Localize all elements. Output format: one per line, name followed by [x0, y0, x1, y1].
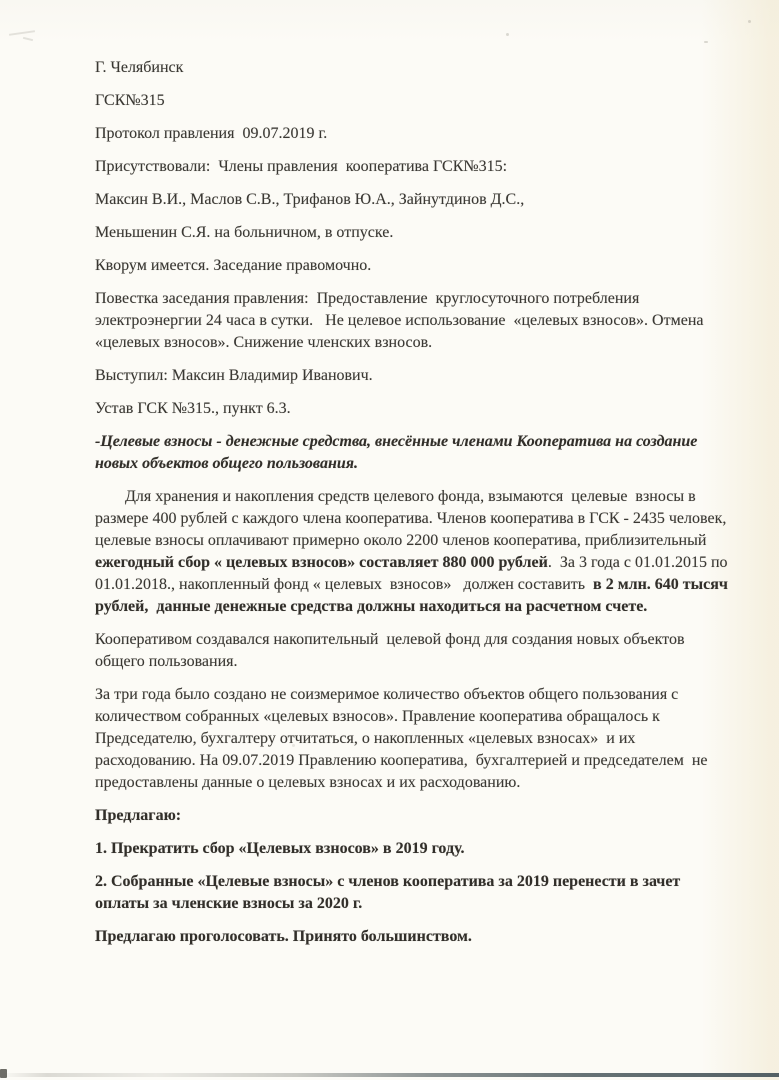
text-run: Предлагаю:: [95, 807, 182, 824]
text-run: Кооперативом создавался накопительный целевой фонд для создания новых объектов общего пользования.: [95, 631, 689, 670]
text-run: Повестка заседания правления: Предоставление круглосуточного потребления электроэнергии 24 часа в сутки. Не целевое использование «целевых взносов». Отмена «целевых взносов». Снижение членских взносов.: [95, 290, 708, 351]
text-run: . За 3 года с 01.01.2015 по 01.01.2018., накопленный фонд « целевых взносов» должен составить: [95, 554, 732, 593]
text-run: ежегодный сбор « целевых взносов» составляет 880 000 рублей: [95, 554, 548, 571]
line-proposal-item-1: [95, 838, 728, 860]
line-protocol-title: [95, 123, 728, 145]
text-run: -Целевые взносы - денежные средства, внесённые членами Кооператива на создание новых объектов общего пользования.: [95, 433, 702, 472]
line-attendees-names: [95, 189, 728, 211]
para-proposal-item-2: [95, 871, 728, 915]
line-cooperative-number: [95, 90, 728, 112]
document-text-block: [95, 57, 735, 959]
line-speaker: [95, 365, 728, 387]
line-city: [95, 57, 728, 79]
text-run: Присутствовали: Члены правления кооператива ГСК№315:: [95, 158, 508, 175]
text-run: Протокол правления 09.07.2019 г.: [95, 125, 328, 142]
text-run: Меньшенин С.Я. на больничном, в отпуске.: [95, 224, 394, 241]
text-run: Для хранения и накопления средств целевого фонда, взымаются целевые взносы в размере 400 рублей с каждого члена кооператива. Членов кооператива в ГСК - 2435 человек, целевые взносы оплачивают примерно около 2200 членов кооператива, приблизительный: [95, 488, 735, 549]
text-run: Максин В.И., Маслов С.В., Трифанов Ю.А., Зайнутдинов Д.С.,: [95, 191, 525, 208]
text-run: 1. Прекратить сбор «Целевых взносов» в 2019 году.: [95, 840, 465, 857]
line-quorum: [95, 255, 728, 277]
scan-noise-speck: [748, 20, 751, 23]
text-run: Кворум имеется. Заседание правомочно.: [95, 257, 372, 274]
line-vote-result: [95, 926, 728, 948]
line-absent-member: [95, 222, 728, 244]
text-run: в 2 млн. 640 тысяч рублей, данные денежные средства должны находиться на расчетном счете.: [95, 576, 732, 615]
text-run: Г. Челябинск: [95, 59, 184, 76]
scan-smudge-mark: [7, 26, 49, 46]
scan-corner-mark: [0, 1069, 7, 1078]
text-run: За три года было создано не соизмеримое количество объектов общего пользования с количеством собранных «целевых взносов». Правление кооператива обращалось к Председателю, бухгалтеру отчитаться, о накопленных «целевых взносах» и их расходованию. На 09.07.2019 Правлению кооператива, бухгалтерией и председателем не предоставлены данные о целевых взносах и их расходованию.: [95, 686, 712, 791]
text-run: Устав ГСК №315., пункт 6.3.: [95, 400, 291, 417]
para-fund-calculation: [95, 486, 735, 618]
scanner-edge-shadow: [0, 1073, 779, 1077]
scan-noise-speck: [704, 41, 708, 43]
text-run: ГСК№315: [95, 92, 165, 109]
para-agenda: [95, 288, 728, 354]
line-attendees-heading: [95, 156, 728, 178]
line-charter-reference: [95, 398, 728, 420]
text-run: 2. Собранные «Целевые взносы» с членов кооператива за 2019 перенести в зачет оплаты за членские взносы за 2020 г.: [95, 873, 685, 912]
para-definition: [95, 431, 728, 475]
text-run: Предлагаю проголосовать. Принято большинством.: [95, 928, 472, 945]
para-fund-purpose: [95, 629, 728, 673]
line-proposal-heading: [95, 805, 728, 827]
para-accountability: [95, 684, 728, 794]
scan-noise-speck: [506, 33, 509, 36]
text-run: Выступил: Максин Владимир Иванович.: [95, 367, 373, 384]
